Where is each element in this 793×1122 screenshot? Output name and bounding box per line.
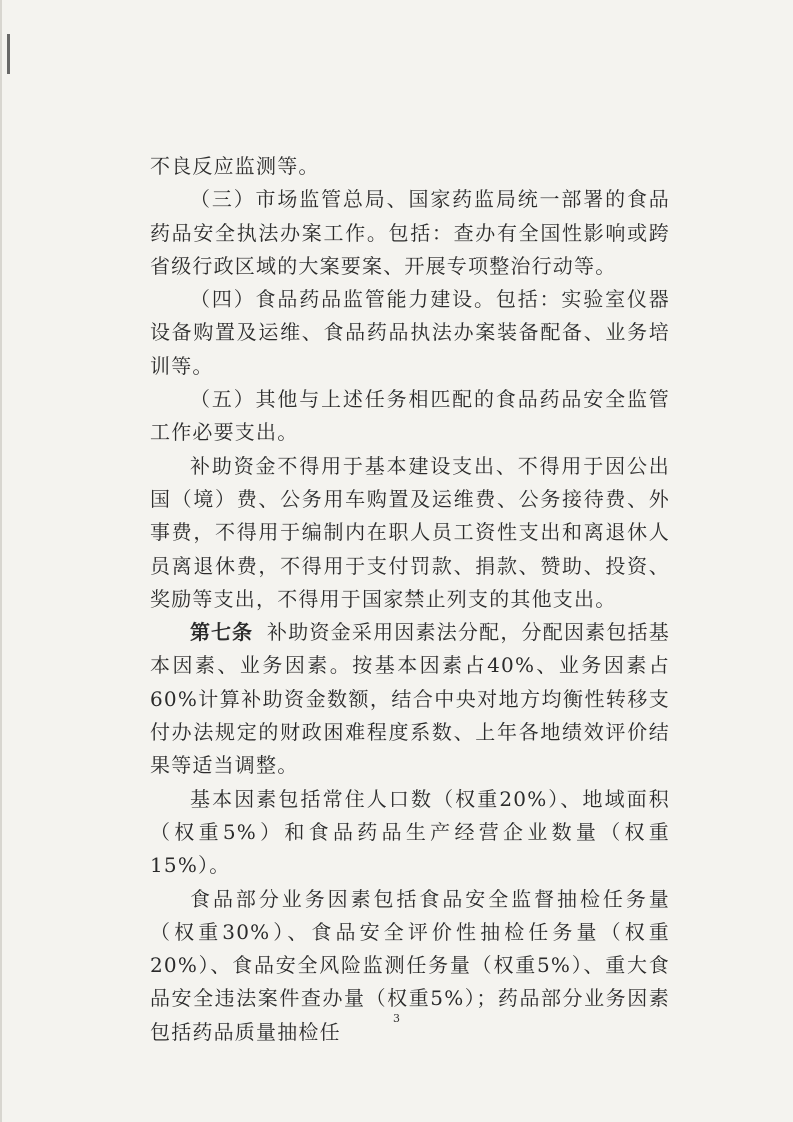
paragraph-item-3: （三）市场监管总局、国家药监局统一部署的食品药品安全执法办案工作。包括：查办有全国性影响或跨省级行政区域的大案要案、开展专项整治行动等。 xyxy=(150,187,670,278)
paragraph-item-4: （四）食品药品监管能力建设。包括：实验室仪器设备购置及运维、食品药品执法办案装备配备、业务培训等。 xyxy=(150,287,670,378)
paragraph-business-factors: 食品部分业务因素包括食品安全监督抽检任务量（权重30%）、食品安全评价性抽检任务量（权重20%）、食品安全风险监测任务量（权重5%）、重大食品安全违法案件查办量（权重5%）；药品部分业务因素包括药品质量抽检任 xyxy=(150,886,670,1044)
paragraph-restrictions: 补助资金不得用于基本建设支出、不得用于因公出国（境）费、公务用车购置及运维费、公务接待费、外事费，不得用于编制内在职人员工资性支出和离退休人员离退休费，不得用于支付罚款、捐款、赞助、投资、奖励等支出，不得用于国家禁止列支的其他支出。 xyxy=(150,453,670,611)
paragraph-basic-factors: 基本因素包括常住人口数（权重20%）、地域面积（权重5%）和食品药品生产经营企业数量（权重15%）。 xyxy=(150,786,670,878)
margin-mark xyxy=(7,34,10,74)
article-7 xyxy=(150,616,670,782)
scan-edge xyxy=(0,0,2,1122)
page-number: 3 xyxy=(393,1012,400,1025)
paragraph-continuation: 不良反应监测等。 xyxy=(150,154,320,178)
article-7-text: 补助资金采用因素法分配，分配因素包括基本因素、业务因素。按基本因素占40%、业务因素占60%计算补助资金数额，结合中央对地方均衡性转移支付办法规定的财政困难程度系数、上年各地绩效评价结果等适当调整。 xyxy=(150,620,670,778)
article-7-label: 第七条 xyxy=(190,620,254,645)
document-body xyxy=(150,150,670,1049)
paragraph-item-5: （五）其他与上述任务相匹配的食品药品安全监管工作必要支出。 xyxy=(150,387,670,445)
